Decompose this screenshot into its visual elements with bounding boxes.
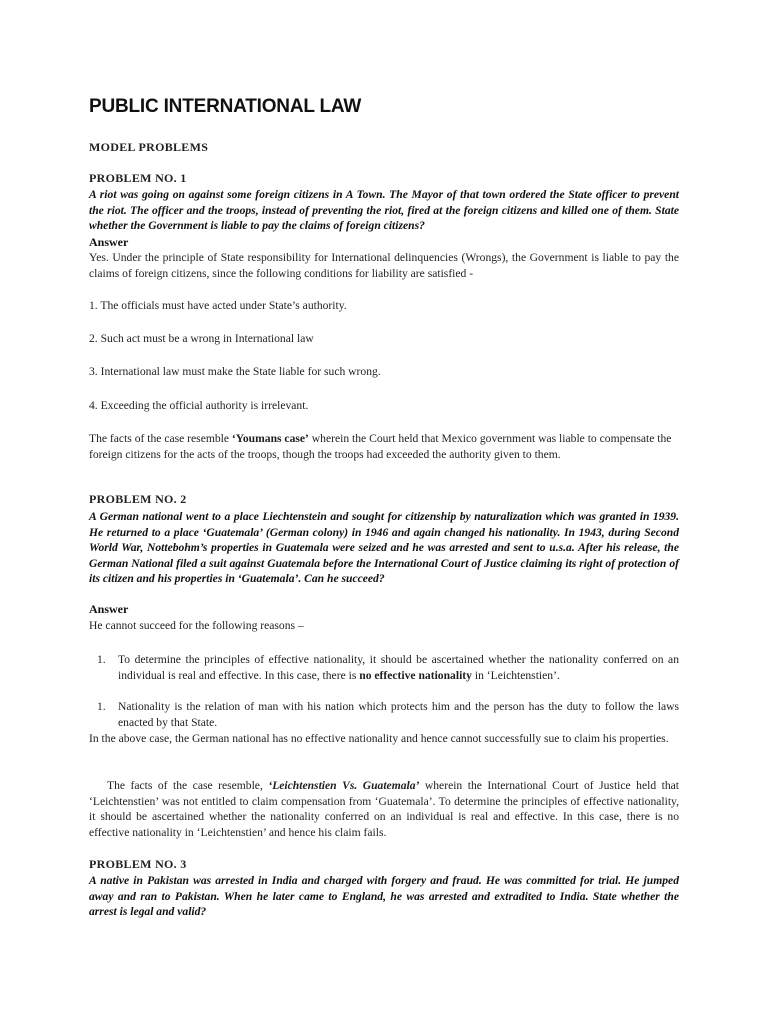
problem-3-question: A native in Pakistan was arrested in India and charged with forgery and fraud. He was committed for trial. He jumped away and ran to Pakistan. When he later came to England, he was arrested and extradited to India. State whether the arrest is legal and valid? — [89, 874, 679, 919]
problem-1-answer-intro: Yes. Under the principle of State responsibility for International delinquencies (Wrongs), the Government is liable to pay the claims of foreign citizens, since the following conditions for liability are satisfied - — [89, 251, 679, 280]
condition-item-4: 4. Exceeding the official authority is irrelevant. — [89, 399, 309, 412]
reason-text: To determine the principles of effective nationality, it should be ascertained whether the nationality conferred on an individual is real and effective. In this case, there is no effective nationality in ‘Leichtenstien’. — [118, 653, 679, 682]
problem-1-facts — [89, 431, 679, 462]
section-subtitle: MODEL PROBLEMS — [89, 140, 209, 154]
condition-item-1: 1. The officials must have acted under State’s authority. — [89, 299, 347, 312]
condition-item-3: 3. International law must make the State liable for such wrong. — [89, 365, 381, 378]
case-name: ‘Leichtenstien Vs. Guatemala’ — [268, 779, 420, 792]
problem-1-heading: PROBLEM NO. 1 — [89, 171, 187, 185]
document-title: PUBLIC INTERNATIONAL LAW — [89, 96, 362, 117]
reason-item-1 — [89, 652, 679, 683]
problem-1-question: A riot was going on against some foreign citizens in A Town. The Mayor of that town ordered the State officer to prevent the riot. The officer and the troops, instead of preventing the riot, fired at the foreign citizens and killed one of them. State whether the Government is liable to pay the claims of foreign citizens? — [89, 188, 679, 233]
reason-text: Nationality is the relation of man with his nation which protects him and the person has the duty to follow the laws enacted by that State. — [118, 700, 679, 729]
facts-text: wherein the International Court of Justice held that ‘Leichtenstien’ was not entitled to claim compensation from ‘Guatemala’. To determine the principles of effective nationality, it should be ascertained whether the nationality conferred on an individual is real and effective. In this case, there is no effective nationality in ‘Leichtenstien’ and hence his claim fails. — [89, 779, 679, 839]
facts-text: The facts of the case resemble, — [107, 779, 269, 792]
facts-text: wherein the Court held that Mexico government was liable to compensate the foreign citizens for the acts of the troops, though the troops had exceeded the authority given to them. — [89, 432, 672, 461]
problem-2-facts — [89, 778, 679, 840]
problem-2-heading: PROBLEM NO. 2 — [89, 492, 187, 506]
problem-2-answer-label: Answer — [89, 602, 129, 616]
problem-2-above-case: In the above case, the German national has no effective nationality and hence cannot successfully sue to claim his properties. — [89, 732, 669, 745]
reason-number: 1. — [97, 653, 106, 666]
condition-item-2: 2. Such act must be a wrong in International law — [89, 332, 314, 345]
facts-text: The facts of the case resemble — [89, 432, 232, 445]
problem-3-heading: PROBLEM NO. 3 — [89, 857, 187, 871]
problem-1-answer-label: Answer — [89, 235, 129, 249]
emphasis: no effective nationality — [359, 668, 472, 682]
reason-item-2 — [89, 699, 679, 730]
problem-2-answer-intro: He cannot succeed for the following reasons – — [89, 619, 304, 632]
problem-2-question: A German national went to a place Liechtenstein and sought for citizenship by naturalization which was granted in 1939. He returned to a place ‘Guatemala’ (German colony) in 1946 and again changed his nationality. In 1943, during Second World War, Nottebohm’s properties in Guatemala were seized and he was arrested and sent to u.s.a. After his release, the German National filed a suit against Guatemala before the International Court of Justice claiming its right of protection of its citizen and his properties in ‘Guatemala’. Can he succeed? — [89, 510, 679, 586]
reason-number: 1. — [97, 700, 106, 713]
case-name: ‘Youmans case’ — [231, 432, 309, 445]
